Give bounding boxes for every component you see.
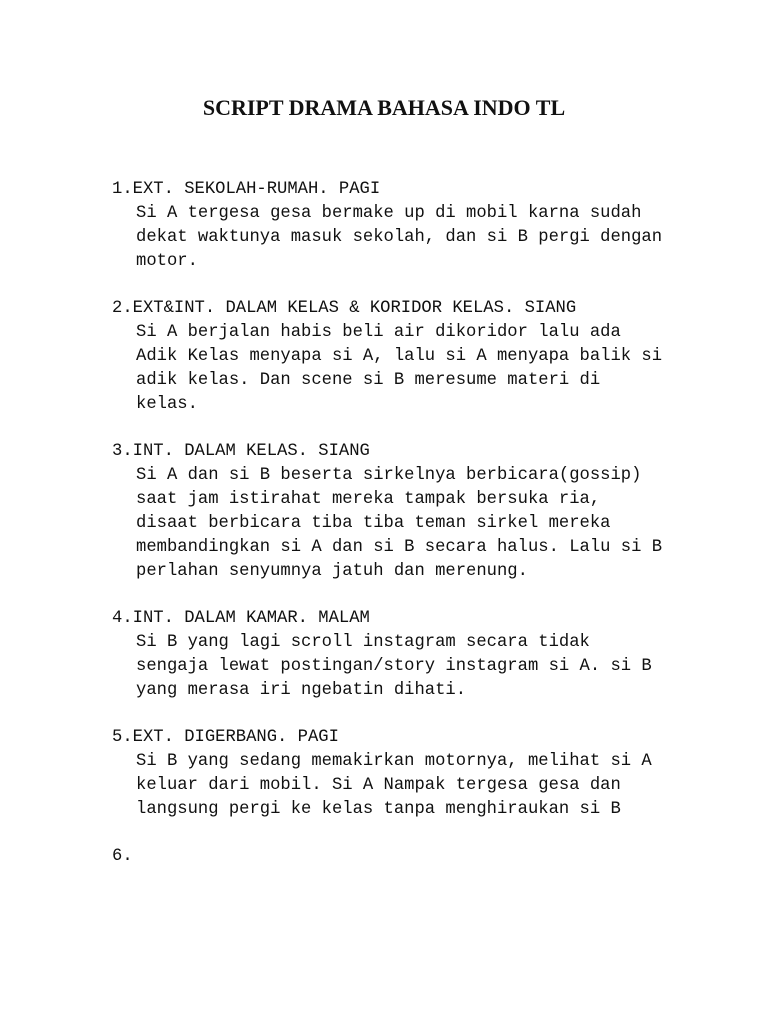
- scene-list: [112, 178, 712, 892]
- scene-heading: 6.: [112, 847, 133, 866]
- scene-description: [112, 202, 712, 274]
- scene-item: [112, 178, 712, 274]
- scene-description-line: Si A berjalan habis beli air dikoridor lalu ada: [136, 323, 621, 342]
- scene-item: [112, 726, 712, 822]
- scene-description-line: Si A dan si B beserta sirkelnya berbicara(gossip): [136, 466, 642, 485]
- scene-heading: 4.INT. DALAM KAMAR. MALAM: [112, 609, 370, 628]
- scene-description-line: perlahan senyumnya jatuh dan merenung.: [136, 562, 528, 581]
- scene-heading: 5.EXT. DIGERBANG. PAGI: [112, 728, 339, 747]
- scene-description-line: motor.: [136, 252, 198, 271]
- scene-item: [112, 607, 712, 703]
- scene-description-line: Si A tergesa gesa bermake up di mobil karna sudah: [136, 204, 642, 223]
- scene-heading: 1.EXT. SEKOLAH-RUMAH. PAGI: [112, 180, 381, 199]
- scene-description-line: yang merasa iri ngebatin dihati.: [136, 681, 467, 700]
- scene-item: [112, 297, 712, 417]
- scene-description-line: membandingkan si A dan si B secara halus. Lalu si B: [136, 538, 663, 557]
- scene-description-line: Si B yang sedang memakirkan motornya, melihat si A: [136, 752, 652, 771]
- scene-description: [112, 750, 712, 822]
- scene-description-line: disaat berbicara tiba tiba teman sirkel mereka: [136, 514, 611, 533]
- scene-description-line: adik kelas. Dan scene si B meresume materi di: [136, 371, 601, 390]
- scene-description: [112, 321, 712, 417]
- scene-item: [112, 845, 712, 869]
- scene-heading: 2.EXT&INT. DALAM KELAS & KORIDOR KELAS. SIANG: [112, 299, 577, 318]
- scene-description-line: keluar dari mobil. Si A Nampak tergesa gesa dan: [136, 776, 621, 795]
- scene-description: [112, 631, 712, 703]
- scene-description-line: kelas.: [136, 395, 198, 414]
- document-title: SCRIPT DRAMA BAHASA INDO TL: [202, 95, 566, 120]
- scene-description-line: saat jam istirahat mereka tampak bersuka ria,: [136, 490, 601, 509]
- scene-description-line: sengaja lewat postingan/story instagram si A. si B: [136, 657, 652, 676]
- scene-description-line: langsung pergi ke kelas tanpa menghiraukan si B: [136, 800, 621, 819]
- scene-heading: 3.INT. DALAM KELAS. SIANG: [112, 442, 370, 461]
- scene-description-line: dekat waktunya masuk sekolah, dan si B pergi dengan: [136, 228, 663, 247]
- scene-item: [112, 440, 712, 584]
- scene-description: [112, 464, 712, 584]
- scene-description-line: Si B yang lagi scroll instagram secara tidak: [136, 633, 590, 652]
- scene-description-line: Adik Kelas menyapa si A, lalu si A menyapa balik si: [136, 347, 663, 366]
